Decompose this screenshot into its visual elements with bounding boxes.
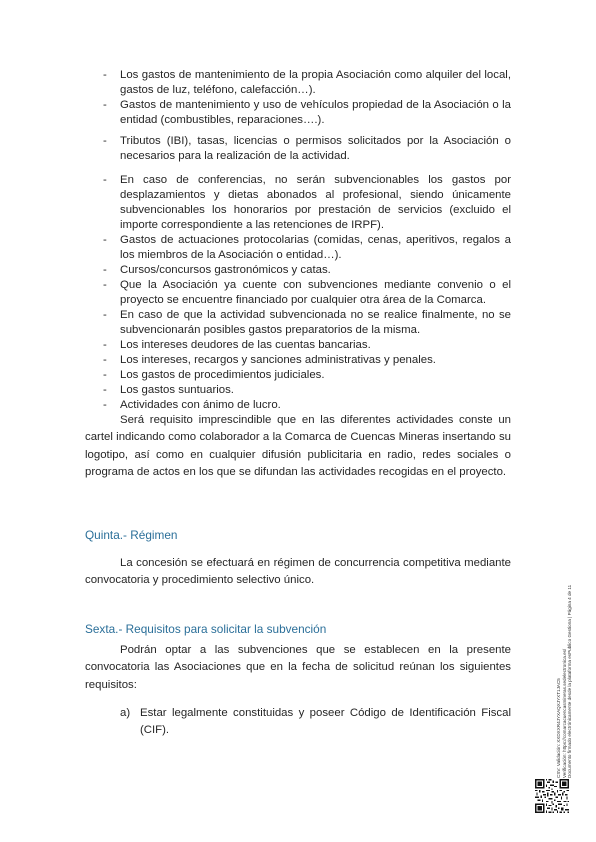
bullet-marker: - bbox=[103, 384, 107, 396]
list-item-text: Los intereses deudores de las cuentas bancarias. bbox=[120, 339, 371, 351]
qr-code bbox=[535, 779, 569, 813]
list-item bbox=[0, 134, 511, 164]
section-body-sexta: Podrán optar a las subvenciones que se establecen en la presente convocatoria las Asociaciones que en la fecha de solicitud reúnan los siguientes requisitos: bbox=[85, 644, 511, 691]
bullet-marker: - bbox=[103, 264, 107, 276]
bullet-marker: - bbox=[103, 309, 107, 321]
list-item bbox=[0, 263, 511, 278]
list-item-text: En caso de que la actividad subvencionada no se realice finalmente, no se subvencionarán posibles gastos preparatorios de la misma. bbox=[120, 309, 511, 336]
list-item-text: Los gastos de procedimientos judiciales. bbox=[120, 369, 325, 381]
list-item bbox=[0, 278, 511, 308]
list-item-text: Los gastos suntuarios. bbox=[120, 384, 234, 396]
bullet-marker: - bbox=[103, 279, 107, 291]
list-item-text: Gastos de mantenimiento y uso de vehículos propiedad de la Asociación o la entidad (combustibles, reparaciones….). bbox=[120, 99, 511, 126]
bullet-marker: - bbox=[103, 234, 107, 246]
list-item-text: Tributos (IBI), tasas, licencias o permisos solicitados por la Asociación o necesarios para la realización de la actividad. bbox=[120, 135, 511, 162]
list-item bbox=[0, 308, 511, 338]
list-item bbox=[0, 383, 511, 398]
stamp-line-verification: Verificación: https://comarcacuencasmineras.sedelectronica.es/ bbox=[561, 648, 567, 778]
bullet-marker: - bbox=[103, 339, 107, 351]
list-item bbox=[0, 398, 511, 413]
section-body-quinta: La concesión se efectuará en régimen de concurrencia competitiva mediante convocatoria y procedimiento selectivo único. bbox=[85, 557, 511, 587]
section-heading-quinta: Quinta.- Régimen bbox=[85, 528, 178, 542]
list-item-text: Gastos de actuaciones protocolarias (comidas, cenas, aperitivos, regalos a los miembros de la Asociación o entidad…). bbox=[120, 234, 511, 261]
list-item bbox=[0, 353, 511, 368]
list-item-text: Los intereses, recargos y sanciones administrativas y penales. bbox=[120, 354, 436, 366]
bullet-marker: - bbox=[103, 69, 107, 81]
requirement-paragraph: Será requisito imprescindible que en las diferentes actividades conste un cartel indicando como colaborador a la Comarca de Cuencas Mineras insertando su logotipo, así como en cualquier difusión publicitaria en radio, redes sociales o programa de actos en los que se difundan las actividades recogidas en el proyecto. bbox=[85, 414, 511, 479]
requirement-item-text: Estar legalmente constituidas y poseer Código de Identificación Fiscal (CIF). bbox=[140, 707, 511, 737]
section-heading-sexta: Sexta.- Requisitos para solicitar la subvención bbox=[85, 622, 327, 636]
list-item bbox=[0, 98, 511, 128]
bullet-marker: - bbox=[103, 99, 107, 111]
verification-side-stamp bbox=[556, 520, 578, 778]
list-item-text: Actividades con ánimo de lucro. bbox=[120, 399, 281, 411]
bullet-marker: - bbox=[103, 135, 107, 147]
list-item bbox=[0, 68, 511, 98]
bullet-marker: - bbox=[103, 174, 107, 186]
list-item bbox=[0, 338, 511, 353]
list-item-text: En caso de conferencias, no serán subvencionables los gastos por desplazamientos y dietas abonados al profesional, siendo únicamente subvencionables los honorarios por prestación de servicios (excluido el importe correspondiente a las retenciones de IRPF). bbox=[120, 174, 511, 231]
requirement-item-marker: a) bbox=[120, 707, 131, 719]
list-item bbox=[0, 173, 511, 233]
bullet-marker: - bbox=[103, 354, 107, 366]
ineligible-expenses-list bbox=[0, 68, 596, 413]
bullet-marker: - bbox=[103, 369, 107, 381]
bullet-marker: - bbox=[103, 399, 107, 411]
list-item-text: Cursos/concursos gastronómicos y catas. bbox=[120, 264, 331, 276]
list-item-text: Los gastos de mantenimiento de la propia Asociación como alquiler del local, gastos de luz, teléfono, calefacción…). bbox=[120, 69, 511, 96]
list-item bbox=[0, 368, 511, 383]
stamp-line-signature: Documento firmado electrónicamente desde la plataforma esPublico Gestiona | Página 4 de 11 bbox=[567, 584, 572, 778]
list-item-text: Que la Asociación ya cuente con subvenciones mediante convenio o el proyecto se encuentre financiado por cualquier otra área de la Comarca. bbox=[120, 279, 511, 306]
requirement-item bbox=[120, 705, 511, 740]
stamp-line-csv: CSV: Validación: XXDXXR4JYXAQXJYXT1JAC5 bbox=[556, 678, 561, 778]
list-item bbox=[0, 233, 511, 263]
